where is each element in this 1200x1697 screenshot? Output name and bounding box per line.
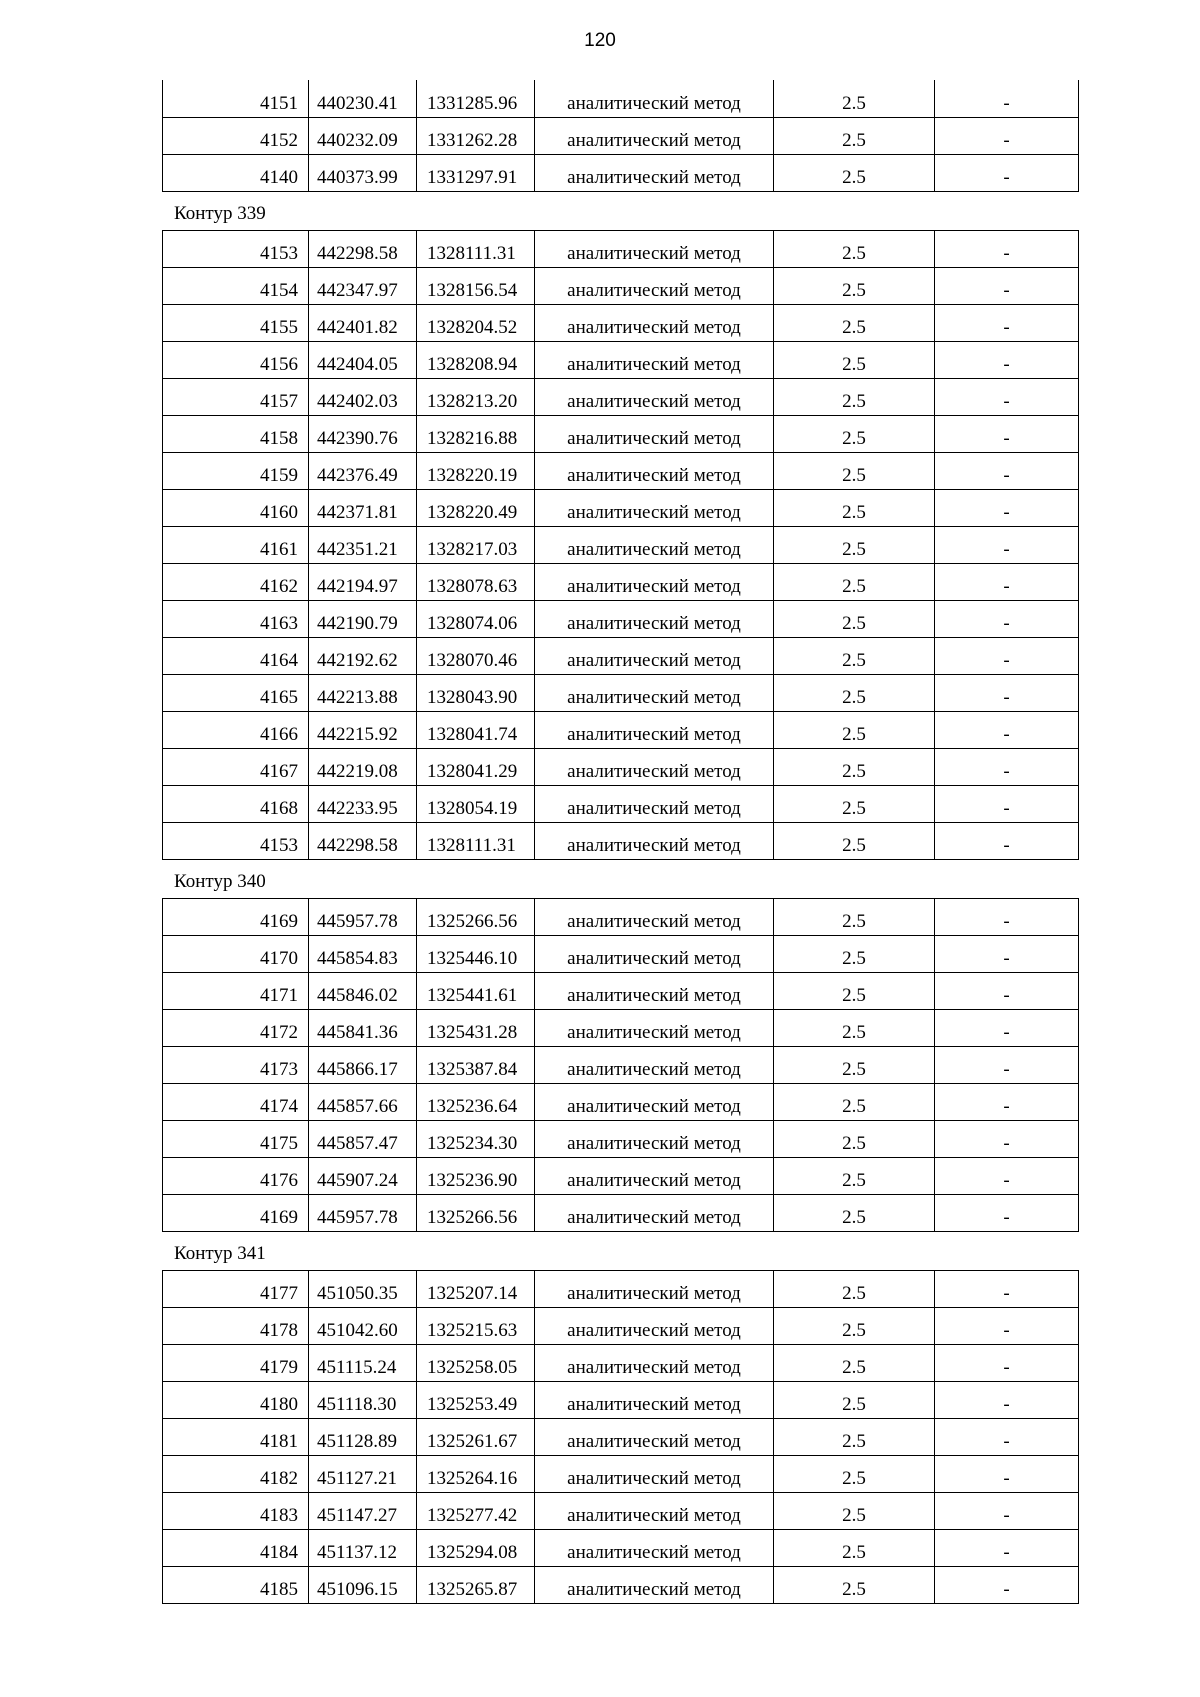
y-coordinate-cell: 1328111.31 (417, 230, 535, 267)
x-coordinate-cell: 442347.97 (309, 267, 417, 304)
y-coordinate-cell: 1331262.28 (417, 117, 535, 154)
coordinates-table (162, 1270, 1079, 1604)
description-cell: - (935, 154, 1079, 191)
method-cell: аналитический метод (535, 341, 774, 378)
point-number-cell: 4183 (163, 1492, 309, 1529)
accuracy-cell: 2.5 (774, 378, 935, 415)
x-coordinate-cell: 451118.30 (309, 1381, 417, 1418)
method-cell: аналитический метод (535, 600, 774, 637)
point-number-cell: 4184 (163, 1529, 309, 1566)
table-row (163, 1529, 1079, 1566)
table-row (163, 230, 1079, 267)
accuracy-cell: 2.5 (774, 637, 935, 674)
table-row (163, 1157, 1079, 1194)
accuracy-cell: 2.5 (774, 1046, 935, 1083)
accuracy-cell: 2.5 (774, 1009, 935, 1046)
y-coordinate-cell: 1325207.14 (417, 1270, 535, 1307)
accuracy-cell: 2.5 (774, 452, 935, 489)
description-cell: - (935, 80, 1079, 117)
method-cell: аналитический метод (535, 748, 774, 785)
accuracy-cell: 2.5 (774, 711, 935, 748)
description-cell: - (935, 563, 1079, 600)
method-cell: аналитический метод (535, 304, 774, 341)
description-cell: - (935, 1046, 1079, 1083)
contour-title: Контур 339 (174, 202, 266, 224)
y-coordinate-cell: 1328041.29 (417, 748, 535, 785)
accuracy-cell: 2.5 (774, 674, 935, 711)
x-coordinate-cell: 445857.47 (309, 1120, 417, 1157)
method-cell: аналитический метод (535, 972, 774, 1009)
y-coordinate-cell: 1325265.87 (417, 1566, 535, 1603)
description-cell: - (935, 637, 1079, 674)
x-coordinate-cell: 445857.66 (309, 1083, 417, 1120)
point-number-cell: 4169 (163, 898, 309, 935)
description-cell: - (935, 1083, 1079, 1120)
table-row (163, 637, 1079, 674)
x-coordinate-cell: 442190.79 (309, 600, 417, 637)
table-row (163, 563, 1079, 600)
point-number-cell: 4174 (163, 1083, 309, 1120)
method-cell: аналитический метод (535, 1307, 774, 1344)
table-row (163, 1009, 1079, 1046)
method-cell: аналитический метод (535, 267, 774, 304)
method-cell: аналитический метод (535, 1492, 774, 1529)
method-cell: аналитический метод (535, 1455, 774, 1492)
method-cell: аналитический метод (535, 1529, 774, 1566)
y-coordinate-cell: 1328217.03 (417, 526, 535, 563)
y-coordinate-cell: 1325215.63 (417, 1307, 535, 1344)
description-cell: - (935, 600, 1079, 637)
y-coordinate-cell: 1325236.90 (417, 1157, 535, 1194)
description-cell: - (935, 304, 1079, 341)
y-coordinate-cell: 1325264.16 (417, 1455, 535, 1492)
page-number: 120 (584, 30, 616, 51)
point-number-cell: 4154 (163, 267, 309, 304)
x-coordinate-cell: 442215.92 (309, 711, 417, 748)
point-number-cell: 4156 (163, 341, 309, 378)
description-cell: - (935, 230, 1079, 267)
method-cell: аналитический метод (535, 117, 774, 154)
point-number-cell: 4172 (163, 1009, 309, 1046)
y-coordinate-cell: 1325446.10 (417, 935, 535, 972)
point-number-cell: 4153 (163, 230, 309, 267)
accuracy-cell: 2.5 (774, 1083, 935, 1120)
accuracy-cell: 2.5 (774, 415, 935, 452)
description-cell: - (935, 1344, 1079, 1381)
y-coordinate-cell: 1325258.05 (417, 1344, 535, 1381)
accuracy-cell: 2.5 (774, 526, 935, 563)
point-number-cell: 4153 (163, 822, 309, 859)
x-coordinate-cell: 442351.21 (309, 526, 417, 563)
y-coordinate-cell: 1325294.08 (417, 1529, 535, 1566)
coordinates-table (162, 230, 1079, 860)
x-coordinate-cell: 445854.83 (309, 935, 417, 972)
y-coordinate-cell: 1325266.56 (417, 898, 535, 935)
point-number-cell: 4161 (163, 526, 309, 563)
x-coordinate-cell: 442401.82 (309, 304, 417, 341)
x-coordinate-cell: 440232.09 (309, 117, 417, 154)
method-cell: аналитический метод (535, 674, 774, 711)
description-cell: - (935, 1418, 1079, 1455)
description-cell: - (935, 526, 1079, 563)
accuracy-cell: 2.5 (774, 304, 935, 341)
point-number-cell: 4155 (163, 304, 309, 341)
coordinates-document (162, 80, 1078, 1604)
table-row (163, 1381, 1079, 1418)
accuracy-cell: 2.5 (774, 341, 935, 378)
x-coordinate-cell: 442219.08 (309, 748, 417, 785)
accuracy-cell: 2.5 (774, 600, 935, 637)
description-cell: - (935, 898, 1079, 935)
method-cell: аналитический метод (535, 1157, 774, 1194)
y-coordinate-cell: 1328111.31 (417, 822, 535, 859)
description-cell: - (935, 1529, 1079, 1566)
accuracy-cell: 2.5 (774, 154, 935, 191)
x-coordinate-cell: 451115.24 (309, 1344, 417, 1381)
description-cell: - (935, 1455, 1079, 1492)
accuracy-cell: 2.5 (774, 1492, 935, 1529)
method-cell: аналитический метод (535, 898, 774, 935)
accuracy-cell: 2.5 (774, 1157, 935, 1194)
x-coordinate-cell: 451147.27 (309, 1492, 417, 1529)
table-row (163, 452, 1079, 489)
x-coordinate-cell: 451137.12 (309, 1529, 417, 1566)
x-coordinate-cell: 451128.89 (309, 1418, 417, 1455)
point-number-cell: 4162 (163, 563, 309, 600)
y-coordinate-cell: 1331297.91 (417, 154, 535, 191)
accuracy-cell: 2.5 (774, 1270, 935, 1307)
point-number-cell: 4157 (163, 378, 309, 415)
accuracy-cell: 2.5 (774, 1566, 935, 1603)
method-cell: аналитический метод (535, 1046, 774, 1083)
point-number-cell: 4158 (163, 415, 309, 452)
table-row (163, 1566, 1079, 1603)
description-cell: - (935, 1381, 1079, 1418)
description-cell: - (935, 935, 1079, 972)
accuracy-cell: 2.5 (774, 489, 935, 526)
y-coordinate-cell: 1328078.63 (417, 563, 535, 600)
x-coordinate-cell: 442298.58 (309, 822, 417, 859)
x-coordinate-cell: 445907.24 (309, 1157, 417, 1194)
method-cell: аналитический метод (535, 1566, 774, 1603)
point-number-cell: 4177 (163, 1270, 309, 1307)
description-cell: - (935, 674, 1079, 711)
accuracy-cell: 2.5 (774, 563, 935, 600)
x-coordinate-cell: 445841.36 (309, 1009, 417, 1046)
point-number-cell: 4160 (163, 489, 309, 526)
table-row (163, 1194, 1079, 1231)
table-row (163, 1418, 1079, 1455)
point-number-cell: 4180 (163, 1381, 309, 1418)
x-coordinate-cell: 442402.03 (309, 378, 417, 415)
table-row (163, 304, 1079, 341)
point-number-cell: 4140 (163, 154, 309, 191)
accuracy-cell: 2.5 (774, 822, 935, 859)
contour-title: Контур 341 (174, 1242, 266, 1264)
accuracy-cell: 2.5 (774, 1307, 935, 1344)
x-coordinate-cell: 451127.21 (309, 1455, 417, 1492)
description-cell: - (935, 972, 1079, 1009)
x-coordinate-cell: 445866.17 (309, 1046, 417, 1083)
method-cell: аналитический метод (535, 230, 774, 267)
description-cell: - (935, 1157, 1079, 1194)
x-coordinate-cell: 451050.35 (309, 1270, 417, 1307)
accuracy-cell: 2.5 (774, 1120, 935, 1157)
description-cell: - (935, 1194, 1079, 1231)
method-cell: аналитический метод (535, 1120, 774, 1157)
accuracy-cell: 2.5 (774, 972, 935, 1009)
accuracy-cell: 2.5 (774, 898, 935, 935)
description-cell: - (935, 341, 1079, 378)
method-cell: аналитический метод (535, 1270, 774, 1307)
contour-title: Контур 340 (174, 870, 266, 892)
accuracy-cell: 2.5 (774, 1418, 935, 1455)
point-number-cell: 4169 (163, 1194, 309, 1231)
y-coordinate-cell: 1325234.30 (417, 1120, 535, 1157)
point-number-cell: 4170 (163, 935, 309, 972)
method-cell: аналитический метод (535, 637, 774, 674)
y-coordinate-cell: 1328156.54 (417, 267, 535, 304)
coordinates-table (162, 898, 1079, 1232)
point-number-cell: 4163 (163, 600, 309, 637)
x-coordinate-cell: 445846.02 (309, 972, 417, 1009)
method-cell: аналитический метод (535, 785, 774, 822)
method-cell: аналитический метод (535, 452, 774, 489)
method-cell: аналитический метод (535, 711, 774, 748)
description-cell: - (935, 1009, 1079, 1046)
y-coordinate-cell: 1328216.88 (417, 415, 535, 452)
accuracy-cell: 2.5 (774, 267, 935, 304)
description-cell: - (935, 822, 1079, 859)
point-number-cell: 4182 (163, 1455, 309, 1492)
y-coordinate-cell: 1328220.49 (417, 489, 535, 526)
accuracy-cell: 2.5 (774, 1529, 935, 1566)
description-cell: - (935, 489, 1079, 526)
description-cell: - (935, 748, 1079, 785)
description-cell: - (935, 415, 1079, 452)
accuracy-cell: 2.5 (774, 1194, 935, 1231)
point-number-cell: 4178 (163, 1307, 309, 1344)
point-number-cell: 4152 (163, 117, 309, 154)
accuracy-cell: 2.5 (774, 1344, 935, 1381)
y-coordinate-cell: 1328070.46 (417, 637, 535, 674)
point-number-cell: 4164 (163, 637, 309, 674)
point-number-cell: 4168 (163, 785, 309, 822)
y-coordinate-cell: 1325277.42 (417, 1492, 535, 1529)
table-row (163, 898, 1079, 935)
x-coordinate-cell: 442233.95 (309, 785, 417, 822)
point-number-cell: 4151 (163, 80, 309, 117)
y-coordinate-cell: 1328213.20 (417, 378, 535, 415)
description-cell: - (935, 1120, 1079, 1157)
x-coordinate-cell: 440373.99 (309, 154, 417, 191)
table-row (163, 526, 1079, 563)
table-row (163, 711, 1079, 748)
method-cell: аналитический метод (535, 378, 774, 415)
description-cell: - (935, 267, 1079, 304)
description-cell: - (935, 1270, 1079, 1307)
y-coordinate-cell: 1325236.64 (417, 1083, 535, 1120)
accuracy-cell: 2.5 (774, 80, 935, 117)
accuracy-cell: 2.5 (774, 230, 935, 267)
accuracy-cell: 2.5 (774, 785, 935, 822)
point-number-cell: 4167 (163, 748, 309, 785)
x-coordinate-cell: 442376.49 (309, 452, 417, 489)
y-coordinate-cell: 1328054.19 (417, 785, 535, 822)
y-coordinate-cell: 1331285.96 (417, 80, 535, 117)
x-coordinate-cell: 442298.58 (309, 230, 417, 267)
description-cell: - (935, 378, 1079, 415)
x-coordinate-cell: 445957.78 (309, 898, 417, 935)
method-cell: аналитический метод (535, 1083, 774, 1120)
x-coordinate-cell: 442371.81 (309, 489, 417, 526)
point-number-cell: 4179 (163, 1344, 309, 1381)
method-cell: аналитический метод (535, 1009, 774, 1046)
table-row (163, 1270, 1079, 1307)
description-cell: - (935, 711, 1079, 748)
x-coordinate-cell: 442213.88 (309, 674, 417, 711)
y-coordinate-cell: 1325266.56 (417, 1194, 535, 1231)
table-row (163, 154, 1079, 191)
table-row (163, 267, 1079, 304)
table-row (163, 341, 1079, 378)
method-cell: аналитический метод (535, 1381, 774, 1418)
method-cell: аналитический метод (535, 1344, 774, 1381)
y-coordinate-cell: 1328074.06 (417, 600, 535, 637)
table-row (163, 972, 1079, 1009)
point-number-cell: 4173 (163, 1046, 309, 1083)
y-coordinate-cell: 1325441.61 (417, 972, 535, 1009)
y-coordinate-cell: 1325253.49 (417, 1381, 535, 1418)
description-cell: - (935, 785, 1079, 822)
accuracy-cell: 2.5 (774, 1455, 935, 1492)
method-cell: аналитический метод (535, 415, 774, 452)
description-cell: - (935, 452, 1079, 489)
x-coordinate-cell: 442194.97 (309, 563, 417, 600)
table-row (163, 1344, 1079, 1381)
table-row (163, 117, 1079, 154)
accuracy-cell: 2.5 (774, 935, 935, 972)
description-cell: - (935, 117, 1079, 154)
point-number-cell: 4175 (163, 1120, 309, 1157)
table-row (163, 1492, 1079, 1529)
table-row (163, 1046, 1079, 1083)
table-row (163, 600, 1079, 637)
table-row (163, 415, 1079, 452)
y-coordinate-cell: 1328041.74 (417, 711, 535, 748)
method-cell: аналитический метод (535, 1418, 774, 1455)
point-number-cell: 4185 (163, 1566, 309, 1603)
x-coordinate-cell: 445957.78 (309, 1194, 417, 1231)
x-coordinate-cell: 451096.15 (309, 1566, 417, 1603)
x-coordinate-cell: 442404.05 (309, 341, 417, 378)
y-coordinate-cell: 1328208.94 (417, 341, 535, 378)
x-coordinate-cell: 451042.60 (309, 1307, 417, 1344)
table-row (163, 378, 1079, 415)
table-row (163, 1083, 1079, 1120)
y-coordinate-cell: 1328220.19 (417, 452, 535, 489)
table-row (163, 1307, 1079, 1344)
table-row (163, 1120, 1079, 1157)
y-coordinate-cell: 1328043.90 (417, 674, 535, 711)
table-row (163, 80, 1079, 117)
point-number-cell: 4166 (163, 711, 309, 748)
table-row (163, 822, 1079, 859)
point-number-cell: 4171 (163, 972, 309, 1009)
accuracy-cell: 2.5 (774, 748, 935, 785)
method-cell: аналитический метод (535, 822, 774, 859)
y-coordinate-cell: 1325387.84 (417, 1046, 535, 1083)
description-cell: - (935, 1566, 1079, 1603)
method-cell: аналитический метод (535, 935, 774, 972)
table-row (163, 1455, 1079, 1492)
y-coordinate-cell: 1325261.67 (417, 1418, 535, 1455)
method-cell: аналитический метод (535, 563, 774, 600)
x-coordinate-cell: 442192.62 (309, 637, 417, 674)
table-row (163, 748, 1079, 785)
point-number-cell: 4176 (163, 1157, 309, 1194)
accuracy-cell: 2.5 (774, 1381, 935, 1418)
method-cell: аналитический метод (535, 80, 774, 117)
method-cell: аналитический метод (535, 154, 774, 191)
description-cell: - (935, 1307, 1079, 1344)
accuracy-cell: 2.5 (774, 117, 935, 154)
table-row (163, 489, 1079, 526)
y-coordinate-cell: 1328204.52 (417, 304, 535, 341)
table-row (163, 674, 1079, 711)
point-number-cell: 4181 (163, 1418, 309, 1455)
method-cell: аналитический метод (535, 489, 774, 526)
point-number-cell: 4159 (163, 452, 309, 489)
x-coordinate-cell: 440230.41 (309, 80, 417, 117)
x-coordinate-cell: 442390.76 (309, 415, 417, 452)
description-cell: - (935, 1492, 1079, 1529)
method-cell: аналитический метод (535, 526, 774, 563)
coordinates-table (162, 80, 1079, 192)
point-number-cell: 4165 (163, 674, 309, 711)
y-coordinate-cell: 1325431.28 (417, 1009, 535, 1046)
table-row (163, 935, 1079, 972)
method-cell: аналитический метод (535, 1194, 774, 1231)
table-row (163, 785, 1079, 822)
